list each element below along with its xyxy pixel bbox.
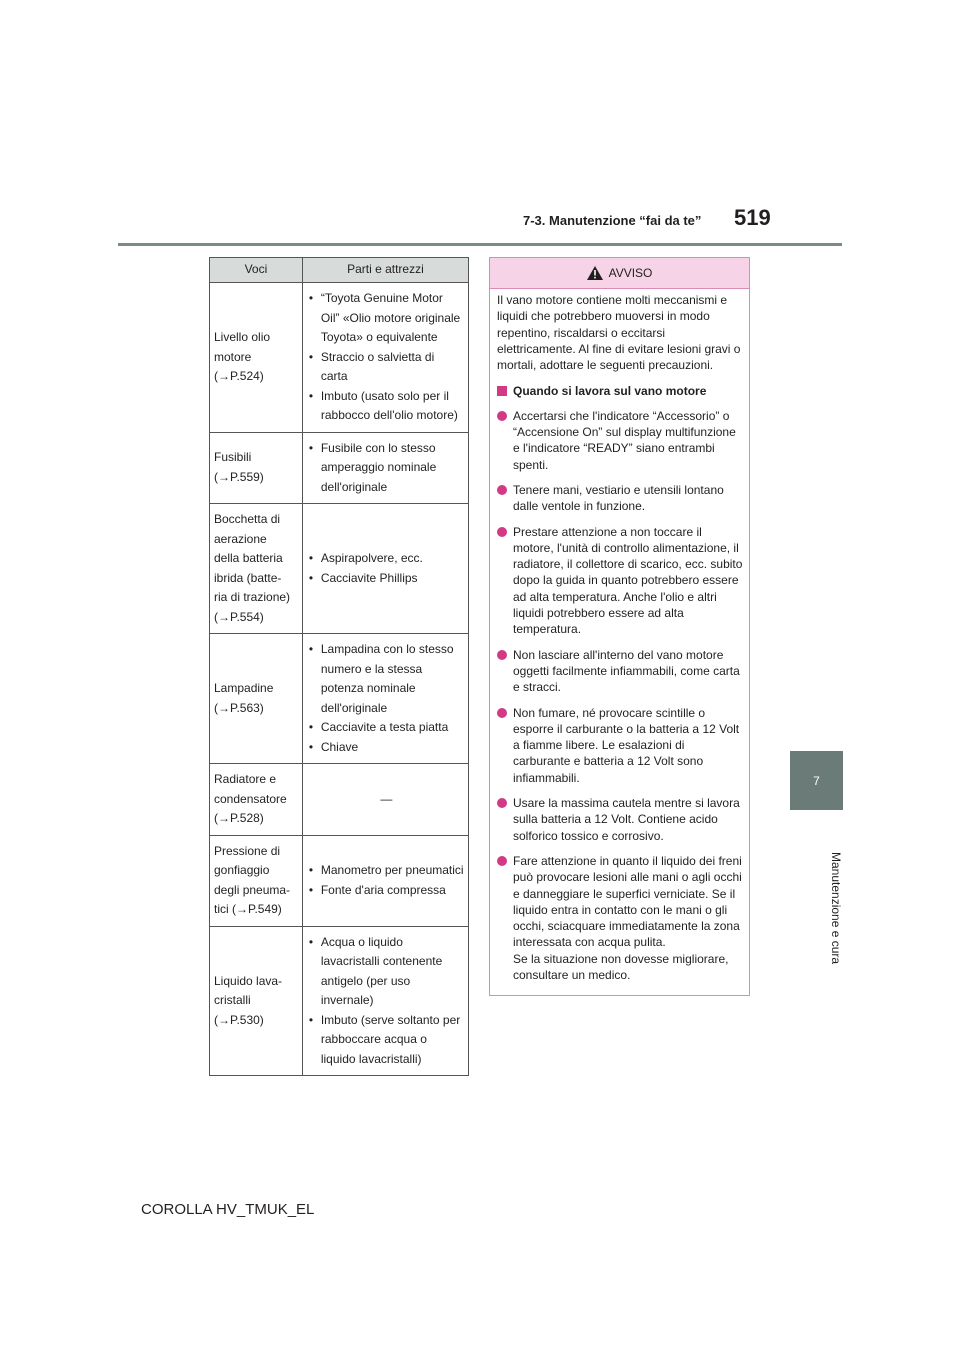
item-line: (→P.554) [214, 609, 264, 624]
warning-subheading-text: Quando si lavora sul vano motore [513, 384, 707, 399]
parts-text: Lampadina con lo stesso numero e la stessa potenza nominale dell'originale [320, 642, 454, 715]
parts-cell: — [302, 764, 468, 836]
item-cell [210, 283, 303, 433]
chapter-tab [790, 751, 843, 810]
chapter-number: 7 [813, 773, 820, 788]
parts-cell [302, 835, 468, 926]
parts-text: Imbuto (usato solo per il rabbocco dell'olio motore) [320, 388, 458, 422]
item-line: (→P.563) [214, 700, 264, 715]
item-line: gonfiaggio [214, 863, 270, 877]
warning-title: AVVISO [608, 266, 653, 280]
item-line: (→P.528) [214, 811, 264, 825]
table-body [210, 283, 469, 1076]
warning-item [497, 647, 743, 696]
parts-list-item [309, 718, 464, 738]
item-line: motore [214, 349, 252, 364]
circle-bullet-icon [497, 485, 507, 495]
parts-cell [302, 283, 468, 433]
bullet-icon: • [308, 570, 314, 585]
circle-bullet-icon [497, 650, 507, 660]
item-line: (→P.524) [214, 369, 264, 383]
item-line: ibrida (batte- [214, 570, 282, 585]
chapter-label [790, 818, 843, 998]
square-bullet-icon [497, 386, 507, 396]
parts-list-item [309, 348, 464, 387]
item-cell [210, 432, 303, 504]
parts-cell [302, 634, 468, 764]
parts-text: Acqua o liquido lavacristalli contenente antigelo (per uso invernale) [320, 934, 443, 1007]
item-line: Fusibili [214, 450, 252, 465]
parts-text: “Toyota Genuine Motor Oil” «Olio motore originale Toyota» o equivalente [320, 291, 461, 344]
warning-item-text: Usare la massima cautela mentre si lavora sulla batteria a 12 Volt. Contiene acido solforico tossico e corrosivo. [513, 796, 740, 843]
parts-list-item [309, 933, 464, 1011]
bullet-icon: • [308, 440, 314, 455]
bullet-icon: • [308, 388, 314, 403]
warning-box [489, 257, 750, 996]
parts-list-item [309, 549, 464, 569]
warning-header [490, 258, 749, 289]
warning-item [497, 482, 743, 515]
parts-cell [302, 432, 468, 504]
item-line: cristalli [214, 993, 251, 1007]
chapter-label-text: Manutenzione e cura [829, 851, 843, 965]
parts-text: Chiave [320, 739, 359, 754]
item-line: Radiatore e [214, 772, 277, 786]
table-row [210, 283, 469, 433]
item-line: Livello olio [214, 330, 271, 344]
parts-list-item [309, 439, 464, 498]
warning-body [490, 289, 749, 983]
parts-list-item [309, 881, 464, 901]
warning-item-text: Fare attenzione in quanto il liquido dei freni può provocare lesioni alle mani o agli occhi e danneggiare le superfici verniciate. Se il liquido entra in contatto con le mani o gli occhi, sciacquare immediatamente la zona interessata con acqua pulita. Se la situazione non dovesse migliorare, consultare un medico. [513, 853, 742, 982]
parts-list-item [309, 738, 464, 758]
item-cell [210, 764, 303, 836]
parts-list-item [309, 387, 464, 426]
circle-bullet-icon [497, 708, 507, 718]
circle-bullet-icon [497, 527, 507, 537]
parts-text: Cacciavite Phillips [320, 570, 418, 585]
item-cell [210, 634, 303, 764]
item-line: della batteria [214, 551, 283, 565]
parts-text: Cacciavite a testa piatta [320, 720, 449, 734]
parts-text: Straccio o salvietta di carta [320, 349, 435, 383]
bullet-icon: • [308, 1012, 314, 1027]
table-row [210, 504, 469, 634]
warning-item [497, 795, 743, 844]
item-cell [210, 926, 303, 1076]
item-line: degli pneuma- [214, 882, 291, 897]
items-table [209, 257, 469, 1076]
warning-item [497, 524, 743, 638]
bullet-icon: • [308, 863, 314, 877]
column-header-items: Voci [210, 258, 303, 283]
item-cell [210, 835, 303, 926]
table-row [210, 835, 469, 926]
column-header-parts: Parti e attrezzi [302, 258, 468, 283]
item-line: (→P.559) [214, 469, 264, 484]
bullet-icon: • [308, 349, 314, 364]
bullet-icon: • [308, 882, 314, 897]
warning-list [497, 408, 743, 984]
bullet-icon: • [308, 739, 314, 754]
parts-list-item [309, 1011, 464, 1070]
bullet-icon: • [308, 720, 314, 734]
parts-cell [302, 926, 468, 1076]
warning-item-text: Tenere mani, vestiario e utensili lontano dalle ventole in funzione. [513, 482, 724, 514]
item-line: Lampadine [214, 681, 274, 695]
table-row [210, 634, 469, 764]
bullet-icon: • [308, 642, 314, 656]
item-line: condensatore [214, 791, 287, 806]
section-title: 7-3. Manutenzione “fai da te” [523, 213, 702, 228]
parts-list-item [309, 289, 464, 348]
warning-item-text: Non fumare, né provocare scintille o esporre il carburante o la batteria a 12 Volt a fiamme libere. Le esalazioni di carburante e batteria a 12 Volt sono infiammabili. [513, 705, 740, 785]
item-line: (→P.530) [214, 1012, 264, 1027]
table-row [210, 764, 469, 836]
warning-subheading [497, 383, 743, 399]
warning-item [497, 853, 743, 983]
parts-list-item [309, 569, 464, 589]
circle-bullet-icon [497, 411, 507, 421]
footer-model: COROLLA HV_TMUK_EL [141, 1201, 315, 1218]
parts-text: Fusibile con lo stesso amperaggio nominale dell'originale [320, 440, 437, 494]
warning-item-text: Non lasciare all'interno del vano motore oggetti facilmente infiammabili, come carta e stracci. [513, 647, 740, 695]
parts-text: Aspirapolvere, ecc. [320, 551, 423, 565]
header-rule [118, 243, 842, 246]
bullet-icon: • [308, 551, 314, 565]
item-line: tici (→P.549) [214, 902, 282, 916]
circle-bullet-icon [497, 856, 507, 866]
item-cell [210, 504, 303, 634]
item-line: aerazione [214, 531, 267, 546]
table-row [210, 926, 469, 1076]
parts-text: Manometro per pneumatici [320, 863, 464, 877]
bullet-icon: • [308, 934, 314, 949]
warning-intro: Il vano motore contiene molti meccanismi e liquidi che potrebbero muoversi in modo repentino, riscaldarsi o eccitarsi elettricamente. Al fine di evitare lesioni gravi o mortali, adottare le seguenti precauzioni. [497, 293, 741, 373]
warning-triangle-icon [587, 266, 603, 280]
bullet-icon: • [308, 291, 314, 305]
parts-list-item [309, 861, 464, 881]
item-line: Pressione di [214, 843, 281, 858]
warning-item [497, 705, 743, 786]
warning-item [497, 408, 743, 473]
circle-bullet-icon [497, 798, 507, 808]
item-line: Bocchetta di [214, 512, 281, 526]
page-number: 519 [734, 205, 771, 230]
table-row [210, 432, 469, 504]
item-line: Liquido lava- [214, 973, 283, 988]
warning-item-text: Prestare attenzione a non toccare il motore, l'unità di controllo alimentazione, il radiatore, il collettore di scarico, ecc. subito dopo la guida in quanto potrebbero essere ad alta temperatura. Anche l'olio e altri liquidi potrebbero essere ad alta temperatura. [513, 524, 743, 637]
parts-text: Fonte d'aria compressa [320, 882, 446, 897]
warning-item-text: Accertarsi che l'indicatore “Accessorio” o “Accensione On” sul display multifunzione e l'indicatore “READY” siano entrambi spenti. [513, 408, 736, 472]
parts-list-item [309, 640, 464, 718]
parts-text: Imbuto (serve soltanto per rabboccare acqua o liquido lavacristalli) [320, 1012, 461, 1066]
parts-cell [302, 504, 468, 634]
item-line: ria di trazione) [214, 590, 291, 604]
